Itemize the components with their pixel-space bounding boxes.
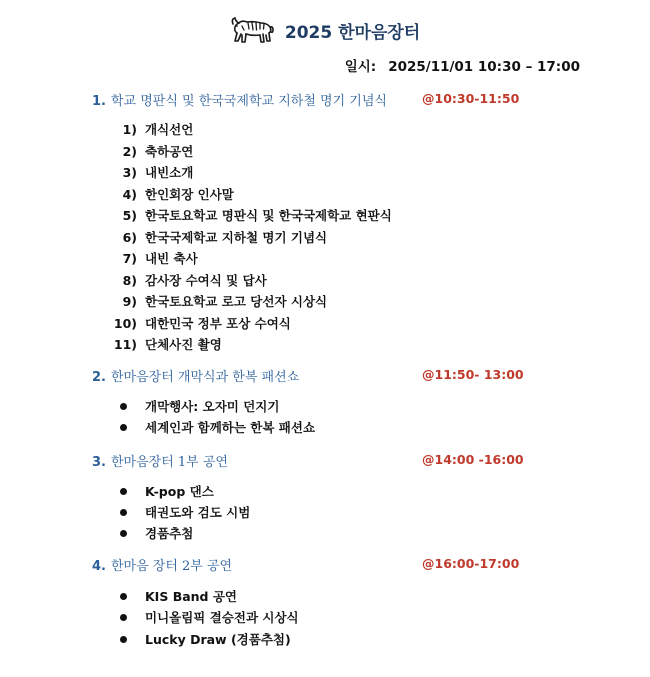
date-value: 2025/11/01 10:30 – 17:00: [388, 59, 580, 75]
tiger-icon: [230, 14, 274, 46]
bullet-icon: [120, 614, 127, 621]
list-item: 11) 단체사진 촬영: [113, 337, 222, 352]
section-4-title: 한마음 장터 2부 공연: [110, 559, 233, 574]
list-item: 3) 내빈소개: [122, 165, 194, 180]
list-item: 9) 한국토요학교 로고 당선자 시상식: [122, 294, 328, 309]
bullet-icon: [120, 636, 127, 643]
bullet-icon: [120, 403, 127, 410]
section-1-heading: [92, 90, 387, 109]
section-3-title: 한마음장터 1부 공연: [110, 455, 228, 470]
list-item: K-pop 댄스: [120, 482, 214, 500]
bullet-icon: [120, 509, 127, 516]
section-4-time: @16:00-17:00: [422, 556, 520, 571]
list-item: 10) 대한민국 정부 포상 수여식: [113, 316, 291, 331]
list-item: 2) 축하공연: [122, 144, 194, 159]
bullet-icon: [120, 593, 127, 600]
list-item: 8) 감사장 수여식 및 답사: [122, 273, 267, 288]
date-label: 일시:: [344, 59, 377, 75]
section-1-title: 학교 명판식 및 한국국제학교 지하철 명기 기념식: [110, 94, 387, 109]
bullet-icon: [120, 488, 127, 495]
event-datetime: [345, 55, 580, 75]
title-row: [0, 14, 650, 50]
list-item: 7) 내빈 축사: [122, 251, 198, 266]
list-item: 4) 한인회장 인사말: [122, 187, 234, 202]
section-3-time: @14:00 -16:00: [422, 452, 524, 467]
list-item: 1) 개식선언: [122, 122, 194, 137]
section-1-time: @10:30-11:50: [422, 91, 520, 106]
list-item: 6) 한국국제학교 지하철 명기 기념식: [122, 230, 328, 245]
bullet-icon: [120, 424, 127, 431]
bullet-icon: [120, 530, 127, 537]
section-1-number: 1.: [92, 94, 106, 109]
section-4-heading: [92, 555, 232, 574]
section-2-heading: [92, 366, 299, 385]
list-item: 개막행사: 오자미 던지기: [120, 397, 279, 415]
list-item: 태권도와 검도 시범: [120, 503, 250, 521]
list-item: 미니올림픽 결승전과 시상식: [120, 608, 299, 626]
section-2-time: @11:50- 13:00: [422, 367, 524, 382]
section-4-number: 4.: [92, 559, 106, 574]
list-item: 세계인과 함께하는 한복 패션쇼: [120, 418, 315, 436]
page-title: 2025 한마음장터: [284, 22, 421, 43]
section-3-number: 3.: [92, 455, 106, 470]
section-3-heading: [92, 451, 228, 470]
section-2-title: 한마음장터 개막식과 한복 패션쇼: [110, 370, 300, 385]
list-item: 경품추첨: [120, 524, 193, 542]
section-2-number: 2.: [92, 370, 106, 385]
list-item: 5) 한국토요학교 명판식 및 한국국제학교 현판식: [122, 208, 392, 223]
list-item: KIS Band 공연: [120, 587, 237, 605]
list-item: Lucky Draw (경품추첨): [120, 630, 291, 648]
